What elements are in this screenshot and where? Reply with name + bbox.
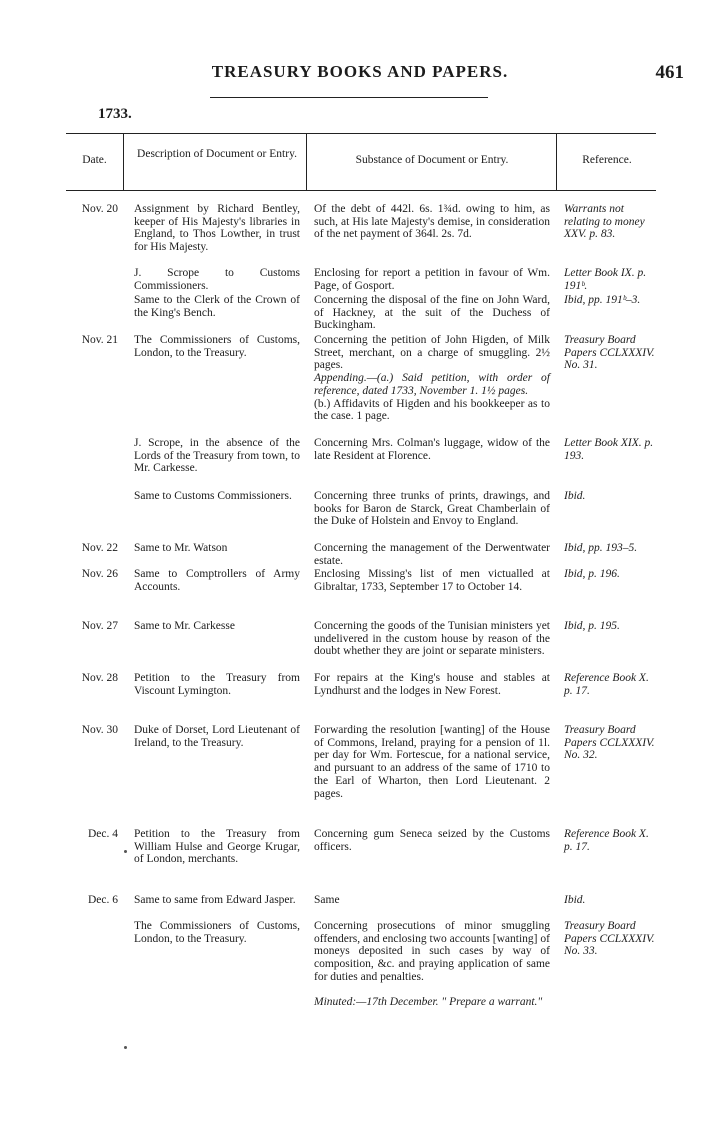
row-date: Nov. 21: [81, 334, 118, 346]
row-date: Nov. 28: [81, 672, 118, 684]
row-substance: Concerning the petition of John Higden, of Milk Street, merchant, on a charge of smuggling. 2½ pages.: [314, 334, 550, 372]
row-substance: Concerning Mrs. Colman's luggage, widow of the late Resident at Florence.: [314, 437, 550, 462]
row-date: Nov. 30: [81, 724, 118, 736]
row-date: Dec. 4: [87, 828, 118, 840]
row-reference: Treasury Board Papers CCLXXXIV. No. 33.: [564, 920, 655, 958]
row-reference: Reference Book X. p. 17.: [564, 828, 649, 853]
table-header-rule: [66, 190, 656, 191]
page-number: 461: [655, 62, 684, 83]
table-top-rule: [66, 133, 656, 134]
row-substance: Concerning the disposal of the fine on John Ward, of Hackney, at the suit of the Duchess of Buckingham.: [314, 294, 550, 332]
row-substance: For repairs at the King's house and stables at Lyndhurst and the lodges in New Forest.: [314, 672, 550, 697]
row-reference: Ibid, p. 196.: [564, 568, 620, 580]
row-reference: Treasury Board Papers CCLXXXIV. No. 31.: [564, 334, 655, 372]
row-reference: Ibid, pp. 193–5.: [564, 542, 638, 554]
row-description: J. Scrope, in the absence of the Lords of the Treasury from town, to Mr. Carkesse.: [134, 437, 300, 475]
column-header-description: Description of Document or Entry.: [137, 148, 297, 160]
row-description: Same to Comptrollers of Army Accounts.: [134, 568, 300, 593]
stray-mark: [124, 850, 127, 853]
row-description: Duke of Dorset, Lord Lieutenant of Ireland, to the Treasury.: [134, 724, 300, 749]
row-substance: Same: [314, 894, 340, 906]
year-label: 1733.: [98, 106, 132, 122]
row-description: The Commissioners of Customs, London, to the Treasury.: [134, 334, 300, 359]
row-reference: Letter Book IX. p. 191ᵇ.: [564, 267, 647, 292]
row-substance: Enclosing Missing's list of men victualled at Gibraltar, 1733, September 17 to October 14.: [314, 568, 550, 593]
row-description: Same to Mr. Watson: [134, 542, 228, 554]
column-divider: [556, 133, 557, 190]
column-header-substance: Substance of Document or Entry.: [355, 154, 509, 166]
row-substance: Concerning the goods of the Tunisian ministers yet undelivered in the custom house by reason of the doubt whether they are joint or separate ministers.: [314, 620, 550, 658]
row-description: Assignment by Richard Bentley, keeper of His Majesty's libraries in England, to Thos Lowther, in trust for His Majesty.: [134, 203, 300, 254]
page-header-title: TREASURY BOOKS AND PAPERS.: [211, 62, 509, 81]
row-substance: Of the debt of 442l. 6s. 1¾d. owing to him, as such, at His late Majesty's demise, in consideration of the net payment of 364l. 2s. 7d.: [314, 203, 550, 241]
row-substance: Concerning three trunks of prints, drawings, and books for Baron de Starck, Great Chamberlain of the Duke of Holstein and Envoy to England.: [314, 490, 550, 528]
row-reference: Letter Book XIX. p. 193.: [564, 437, 654, 462]
row-description: J. Scrope to Customs Commissioners.: [134, 267, 300, 292]
row-reference: Ibid, pp. 191ᵇ–3.: [564, 294, 641, 306]
row-description: Petition to the Treasury from Viscount Lymington.: [134, 672, 300, 697]
row-reference: Warrants not relating to money XXV. p. 83.: [564, 203, 645, 241]
row-date: Nov. 27: [81, 620, 118, 632]
row-description: Same to Customs Commissioners.: [134, 490, 292, 502]
column-header-date: Date.: [82, 154, 107, 166]
stray-mark: [124, 1046, 127, 1049]
row-description: Petition to the Treasury from William Hulse and George Krugar, of London, merchants.: [134, 828, 300, 866]
row-description: Same to same from Edward Jasper.: [134, 894, 296, 906]
row-substance: Concerning prosecutions of minor smuggling offenders, and enclosing two accounts [wanting] of moneys deposited in such cases by way of composition, &c. and praying application of same for duties and penalties.: [314, 920, 550, 983]
row-substance: Concerning gum Seneca seized by the Customs officers.: [314, 828, 550, 853]
row-reference: Ibid, p. 195.: [564, 620, 620, 632]
column-header-reference: Reference.: [582, 154, 632, 166]
row-date: Nov. 20: [81, 203, 118, 215]
row-description: Same to the Clerk of the Crown of the King's Bench.: [134, 294, 300, 319]
row-date: Dec. 6: [87, 894, 118, 906]
column-divider: [306, 133, 307, 190]
row-substance-appending: Minuted:—17th December. " Prepare a warrant.": [314, 996, 543, 1009]
row-reference: Ibid.: [564, 490, 586, 502]
row-date: Nov. 26: [81, 568, 118, 580]
row-reference: Treasury Board Papers CCLXXXIV. No. 32.: [564, 724, 655, 762]
row-substance-appending: (b.) Affidavits of Higden and his bookkeeper as to the case. 1 page.: [314, 397, 550, 423]
row-description: The Commissioners of Customs, London, to the Treasury.: [134, 920, 300, 945]
row-substance: Forwarding the resolution [wanting] of the House of Commons, Ireland, praying for a pension of 1l. per day for Wm. Fortescue, for a national service, and pursuant to an address of the same of 1710 to the Earl of Wharton, then Lord Lieutenant. 2 pages.: [314, 724, 550, 800]
row-description: Same to Mr. Carkesse: [134, 620, 235, 632]
row-reference: Ibid.: [564, 894, 586, 906]
row-substance: Concerning the management of the Derwentwater estate.: [314, 542, 550, 567]
row-reference: Reference Book X. p. 17.: [564, 672, 649, 697]
column-divider: [123, 133, 124, 190]
header-rule: [210, 97, 488, 98]
row-date: Nov. 22: [81, 542, 118, 554]
row-substance-appending: Appending.—(a.) Said petition, with order of reference, dated 1733, November 1. 1½ pages.: [314, 372, 550, 397]
row-substance: Enclosing for report a petition in favour of Wm. Page, of Gosport.: [314, 267, 550, 292]
